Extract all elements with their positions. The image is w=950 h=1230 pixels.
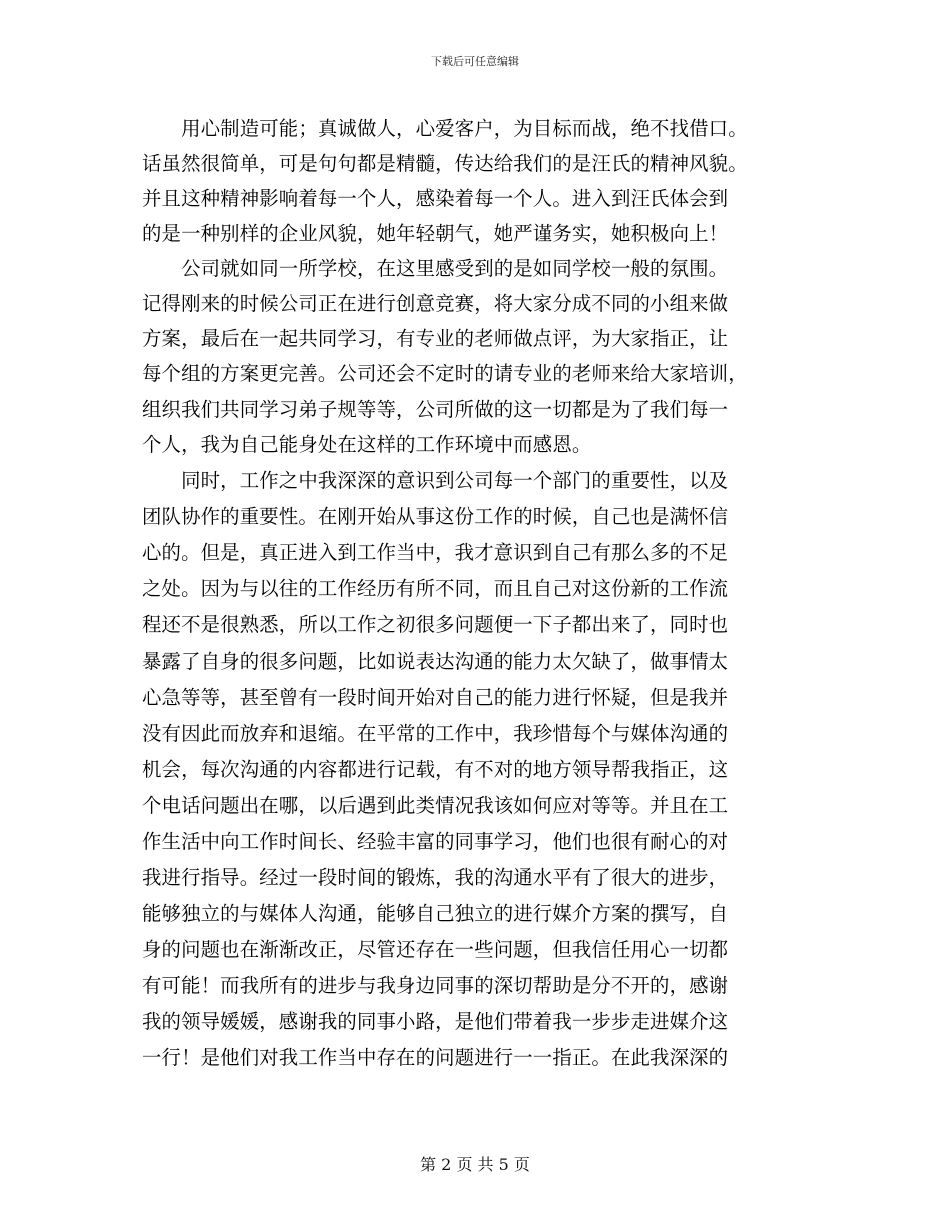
page-number-footer: 第 2 页 共 5 页 — [420, 1155, 530, 1174]
body-line: 暴露了自身的很多问题，比如说表达沟通的能力太欠缺了，做事情太 — [142, 650, 729, 673]
body-line: 一行！是他们对我工作当中存在的问题进行一一指正。在此我深深的 — [142, 1046, 729, 1069]
body-line: 之处。因为与以往的工作经历有所不同，而且自己对这份新的工作流 — [142, 577, 729, 600]
body-line: 团队协作的重要性。在刚开始从事这份工作的时候，自己也是满怀信 — [142, 505, 729, 528]
body-line: 个人，我为自己能身处在这样的工作环境中而感恩。 — [142, 433, 592, 456]
body-line: 的是一种别样的企业风貌，她年轻朝气，她严谨务实，她积极向上！ — [142, 222, 729, 245]
body-line: 心急等等，甚至曾有一段时间开始对自己的能力进行怀疑，但是我并 — [142, 686, 729, 709]
body-line: 个电话问题出在哪，以后遇到此类情况我该如何应对等等。并且在工 — [142, 794, 729, 817]
body-line: 没有因此而放弃和退缩。在平常的工作中，我珍惜每个与媒体沟通的 — [142, 722, 729, 745]
body-line: 我的领导媛媛，感谢我的同事小路，是他们带着我一步步走进媒介这 — [142, 1010, 729, 1033]
body-line: 记得刚来的时候公司正在进行创意竞赛，将大家分成不同的小组来做 — [142, 292, 729, 315]
body-line: 方案，最后在一起共同学习，有专业的老师做点评，为大家指正，让 — [142, 327, 729, 350]
body-line: 身的问题也在渐渐改正，尽管还存在一些问题，但我信任用心一切都 — [142, 938, 729, 961]
body-line: 并且这种精神影响着每一个人，感染着每一个人。进入到汪氏体会到 — [142, 187, 729, 210]
body-line: 组织我们共同学习弟子规等等，公司所做的这一切都是为了我们每一 — [142, 398, 729, 421]
body-line: 同时，工作之中我深深的意识到公司每一个部门的重要性，以及 — [142, 469, 729, 492]
body-line: 有可能！而我所有的进步与我身边同事的深切帮助是分不开的，感谢 — [142, 974, 729, 997]
body-line: 话虽然很简单，可是句句都是精髓，传达给我们的是汪氏的精神风貌。 — [142, 152, 748, 175]
body-line: 心的。但是，真正进入到工作当中，我才意识到自己有那么多的不足 — [142, 541, 729, 564]
body-line: 能够独立的与媒体人沟通，能够自己独立的进行媒介方案的撰写，自 — [142, 902, 729, 925]
body-line: 程还不是很熟悉，所以工作之初很多问题便一下子都出来了，同时也 — [142, 613, 729, 636]
body-line: 我进行指导。经过一段时间的锻炼，我的沟通水平有了很大的进步， — [142, 866, 729, 889]
body-line: 公司就如同一所学校，在这里感受到的是如同学校一般的氛围。 — [142, 257, 729, 280]
body-line: 每个组的方案更完善。公司还会不定时的请专业的老师来给大家培训， — [142, 362, 748, 385]
body-line: 用心制造可能；真诚做人，心爱客户，为目标而战，绝不找借口。 — [142, 117, 748, 140]
page-header: 下载后可任意编辑 — [431, 55, 519, 68]
body-line: 机会，每次沟通的内容都进行记载，有不对的地方领导帮我指正，这 — [142, 758, 729, 781]
body-line: 作生活中向工作时间长、经验丰富的同事学习，他们也很有耐心的对 — [142, 830, 729, 853]
